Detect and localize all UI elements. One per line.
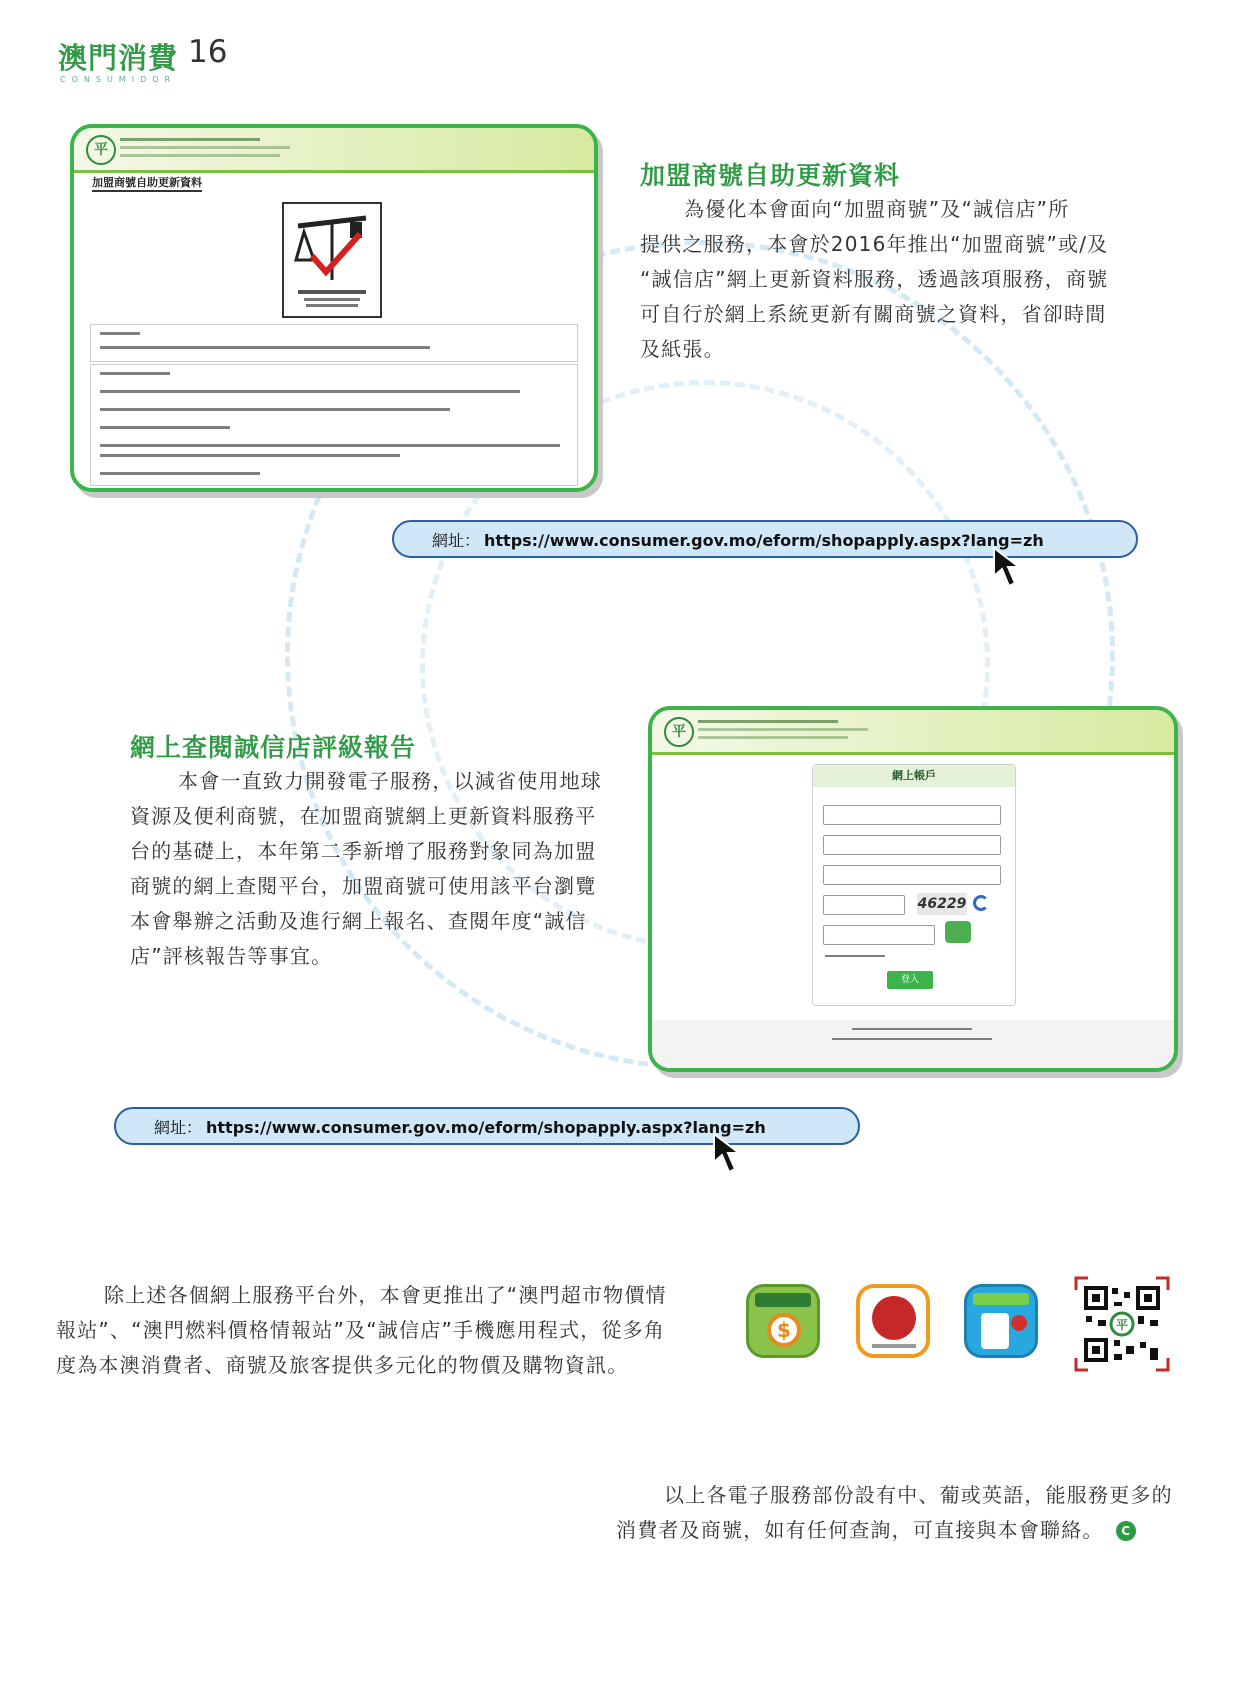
url-label: 網址： — [154, 1118, 203, 1137]
shop-id-field[interactable] — [823, 805, 1001, 825]
screenshot-header-bar — [652, 710, 1174, 755]
closing-line — [616, 1513, 1196, 1548]
section2-line: 店”評核報告等事宜。 — [130, 944, 333, 968]
screenshot-heading: 加盟商號自助更新資料 — [92, 174, 202, 192]
section1-line: 為優化本會面向“加盟商號”及“誠信店”所 — [684, 197, 1070, 221]
refresh-captcha-icon[interactable] — [973, 895, 989, 911]
fuel-price-app-icon — [964, 1284, 1038, 1358]
section1-line: 及紙張。 — [640, 337, 725, 361]
section2-line: 商號的網上查閱平台，加盟商號可使用該平台瀏覽 — [130, 874, 597, 898]
url-label: 網址： — [432, 531, 481, 550]
section3-line: 度為本澳消費者、商號及旅客提供多元化的物價及購物資訊。 — [56, 1353, 629, 1377]
phone-field[interactable] — [823, 865, 1001, 885]
closing-line-text: 消費者及商號，如有任何查詢，可直接與本會聯絡。 — [616, 1518, 1104, 1542]
login-panel-title: 網上帳戶 — [813, 765, 1015, 787]
masthead — [58, 34, 228, 84]
section3-paragraph — [56, 1278, 706, 1383]
url-link[interactable]: https://www.consumer.gov.mo/eform/shopapply.aspx?lang=zh — [206, 1118, 766, 1137]
sms-icon — [945, 921, 971, 943]
brand-subtitle: CONSUMIDOR — [60, 75, 177, 84]
section1-title: 加盟商號自助更新資料 — [640, 161, 901, 190]
section1-line: “誠信店”網上更新資料服務，透過該項服務，商號 — [640, 267, 1109, 291]
section3-line: 除上述各個網上服務平台外，本會更推出了“澳門超市物價情 — [104, 1283, 667, 1307]
section2-line: 台的基礎上，本年第二季新增了服務對象同為加盟 — [130, 839, 597, 863]
supermarket-price-app-icon: $ — [746, 1284, 820, 1358]
captcha-field[interactable] — [823, 895, 905, 915]
section3-line: 報站”、“澳門燃料價格情報站”及“誠信店”手機應用程式，從多角 — [56, 1318, 666, 1342]
section1-line: 可自行於網上系統更新有關商號之資料，省卻時間 — [640, 302, 1107, 326]
section2-paragraph — [130, 764, 630, 974]
qr-code-icon — [1074, 1276, 1170, 1372]
closing-paragraph — [616, 1478, 1196, 1548]
arbitration-centre-logo — [282, 202, 382, 318]
screenshot-header-bar — [74, 128, 594, 173]
url-link[interactable]: https://www.consumer.gov.mo/eform/shopapply.aspx?lang=zh — [484, 531, 1044, 550]
council-logo-icon: 平 — [86, 135, 116, 165]
section2-line: 本會一直致力開發電子服務，以減省使用地球 — [178, 769, 602, 793]
section2-title: 網上查閱誠信店評級報告 — [130, 733, 417, 762]
section2-line: 資源及便利商號，在加盟商號網上更新資料服務平 — [130, 804, 597, 828]
page-number: 16 — [188, 34, 228, 70]
section1-paragraph — [640, 192, 1130, 367]
svg-text:平: 平 — [1115, 1318, 1129, 1332]
login-button[interactable]: 登入 — [887, 971, 933, 989]
screenshot-online-account-login — [648, 706, 1178, 1072]
username-field[interactable] — [823, 835, 1001, 855]
section1-line: 提供之服務，本會於2016年推出“加盟商號”或/及 — [640, 232, 1109, 256]
mouse-cursor-icon — [712, 1132, 752, 1178]
mouse-cursor-icon — [992, 546, 1032, 592]
trustworthy-shop-app-icon — [856, 1284, 930, 1358]
screenshot-shop-update-form — [70, 124, 598, 492]
sms-code-field[interactable] — [823, 925, 935, 945]
closing-line: 以上各電子服務部份設有中、葡或英語，能服務更多的 — [664, 1483, 1173, 1507]
login-panel — [812, 764, 1016, 1006]
captcha-image: 46229 — [917, 893, 967, 915]
section2-line: 本會舉辦之活動及進行網上報名、查閱年度“誠信 — [130, 909, 587, 933]
council-logo-icon: 平 — [664, 717, 694, 747]
brand-title: 澳門消費 — [58, 41, 179, 75]
end-mark-icon: C — [1116, 1521, 1136, 1541]
